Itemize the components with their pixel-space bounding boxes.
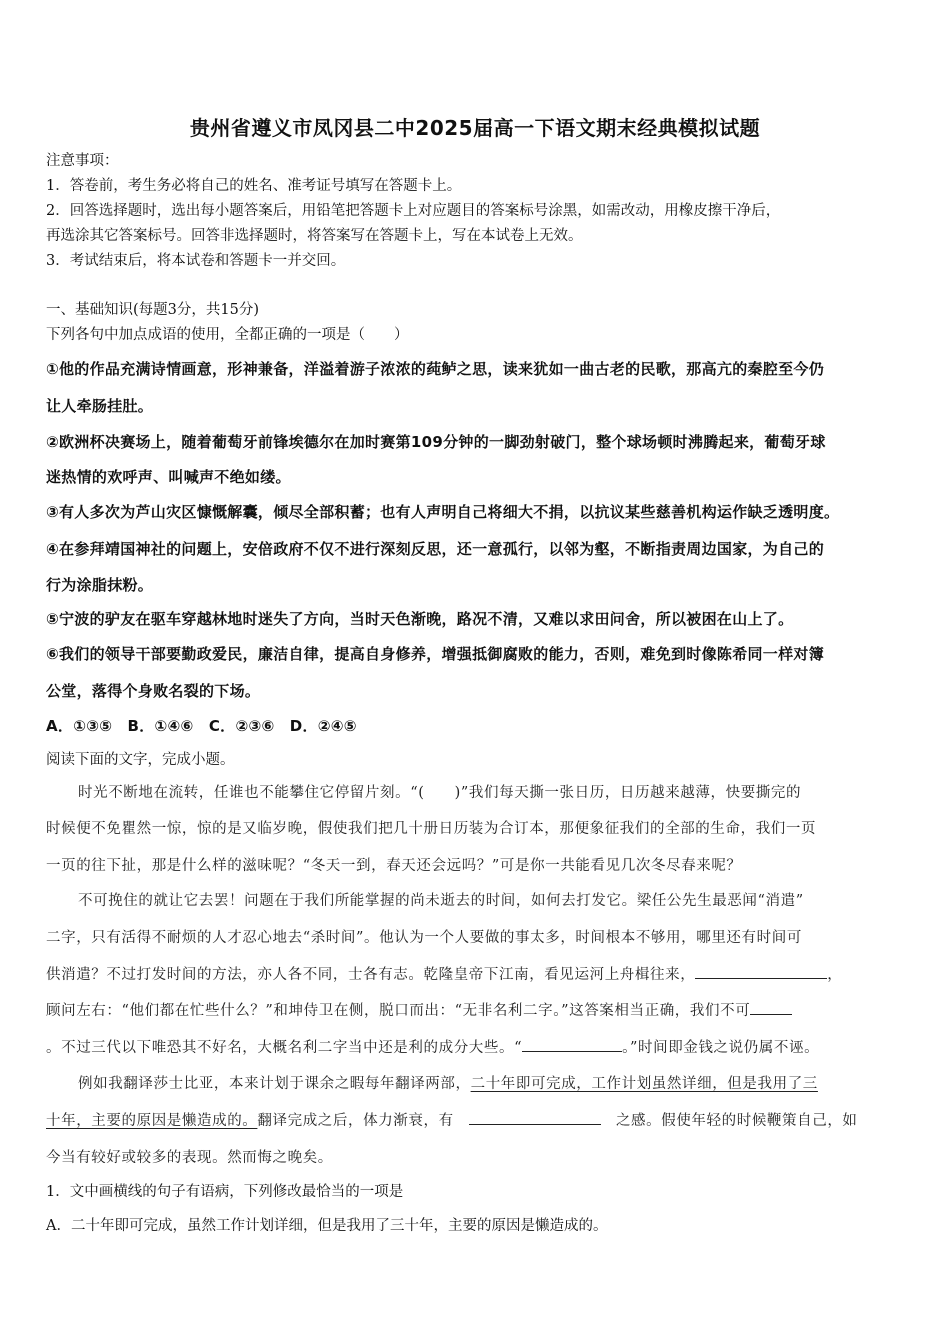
notice-item: 再选涂其它答案标号。回答非选择题时，将答案写在答题卡上，写在本试卷上无效。 [46,228,583,244]
passage-p2-line: 二字，只有活得不耐烦的人才忍心地去“杀时间”。他认为一个人要做的事太多，时间根本不够用，哪里还有时间可 [46,930,802,946]
passage-p2-line [46,1000,792,1022]
idiom-sentence-1-cont: 让人牵肠挂肚。 [46,397,154,415]
answer-options: A．①③⑤ B．①④⑥ C．②③⑥ D．②④⑤ [46,717,357,735]
passage-text: 供消遣？不过打发时间的方法，亦人各不同，士各有志。乾隆皇帝下江南，看见运河上舟楫往来， [46,967,696,983]
fill-blank-4[interactable] [469,1110,601,1125]
section-heading: 一、基础知识(每题3分，共15分) [46,302,259,318]
question-stem: 下列各句中加点成语的使用，全都正确的一项是（ ） [46,327,409,343]
passage-p3-line: 今当有较好或较多的表现。然而悔之晚矣。 [46,1150,333,1166]
passage-text: ， [827,967,843,983]
passage-text: 例如我翻译莎士比亚，本来计划于课余之暇每年翻译两部， [78,1076,471,1092]
notice-item: 1．答卷前，考生务必将自己的姓名、准考证号填写在答题卡上。 [46,178,462,194]
passage-text: 翻译完成之后，体力渐衰，有 [257,1113,454,1129]
idiom-sentence-4-cont: 行为涂脂抹粉。 [46,576,154,594]
fill-blank-3[interactable] [522,1037,622,1052]
passage-text: 之感。假使年轻的时候鞭策自己，如 [615,1113,858,1129]
passage-p1-line: 时光不断地在流转，任谁也不能攀住它停留片刻。“( )”我们每天撕一张日历，日历越来越薄，快要撕完的 [78,785,802,801]
passage-p3-line [46,1110,858,1132]
idiom-sentence-2-cont: 迷热情的欢呼声、叫喊声不绝如缕。 [46,468,291,486]
fill-blank-2[interactable] [750,1000,792,1015]
passage-text: 。”时间即金钱之说仍属不诬。 [622,1040,820,1056]
passage-p2-line [46,964,842,986]
passage-p3-line [78,1073,818,1095]
passage-p1-line: 时候便不免瞿然一惊，惊的是又临岁晚，假使我们把几十册日历装为合订本，那便象征我们的全部的生命，我们一页 [46,821,817,837]
passage-p2-line [46,1037,819,1059]
idiom-sentence-3: ③有人多次为芦山灾区慷慨解囊，倾尽全部积蓄；也有人声明自己将细大不捐，以抗议某些慈善机构运作缺乏透明度。 [46,503,840,521]
reading-instruction: 阅读下面的文字，完成小题。 [46,752,235,768]
idiom-sentence-2: ②欧洲杯决赛场上，随着葡萄牙前锋埃德尔在加时赛第109分钟的一脚劲射破门，整个球场顿时沸腾起来，葡萄牙球 [46,433,826,451]
question-1-option-a: A．二十年即可完成，虽然工作计划详细，但是我用了三十年，主要的原因是懒造成的。 [46,1218,608,1234]
fill-blank-1[interactable] [695,964,827,979]
idiom-sentence-6-cont: 公堂，落得个身败名裂的下场。 [46,682,261,700]
passage-text: 。不过三代以下唯恐其不好名，大概名利二字当中还是利的成分大些。“ [46,1040,523,1056]
idiom-sentence-4: ④在参拜靖国神社的问题上，安倍政府不仅不进行深刻反思，还一意孤行，以邻为壑，不断指责周边国家，为自己的 [46,540,825,558]
idiom-sentence-5: ⑤宁波的驴友在驱车穿越林地时迷失了方向，当时天色渐晚，路况不清，又难以求田问舍，所以被困在山上了。 [46,610,794,628]
passage-p2-line: 不可挽住的就让它去罢！问题在于我们所能掌握的尚未逝去的时间，如何去打发它。梁任公先生最恶闻“消遣” [78,893,804,909]
notice-item: 3．考试结束后，将本试卷和答题卡一并交回。 [46,253,346,269]
notice-item: 2．回答选择题时，选出每小题答案后，用铅笔把答题卡上对应题目的答案标号涂黑，如需改动，用橡皮擦干净后， [46,203,781,219]
passage-text: 顾问左右：“他们都在忙些什么？”和坤侍卫在侧，脱口而出：“无非名利二字。”这答案相当正确，我们不可 [46,1003,751,1019]
underlined-sentence: 十年，主要的原因是懒造成的。 [46,1113,258,1129]
idiom-sentence-1: ①他的作品充满诗情画意，形神兼备，洋溢着游子浓浓的莼鲈之思，读来犹如一曲古老的民歌，那高亢的秦腔至今仍 [46,360,825,378]
passage-p1-line: 一页的往下扯，那是什么样的滋味呢？“冬天一到，春天还会远吗？”可是你一共能看见几次冬尽春来呢？ [46,858,742,874]
idiom-sentence-6: ⑥我们的领导干部要勤政爱民，廉洁自律，提高自身修养，增强抵御腐败的能力，否则，难免到时像陈希同一样对簿 [46,645,825,663]
page-title: 贵州省遵义市凤冈县二中2025届高一下语文期末经典模拟试题 [189,116,761,140]
underlined-sentence: 二十年即可完成，工作计划虽然详细，但是我用了三 [470,1076,818,1092]
question-1-stem: 1．文中画横线的句子有语病，下列修改最恰当的一项是 [46,1184,404,1200]
notice-heading: 注意事项： [46,153,119,169]
